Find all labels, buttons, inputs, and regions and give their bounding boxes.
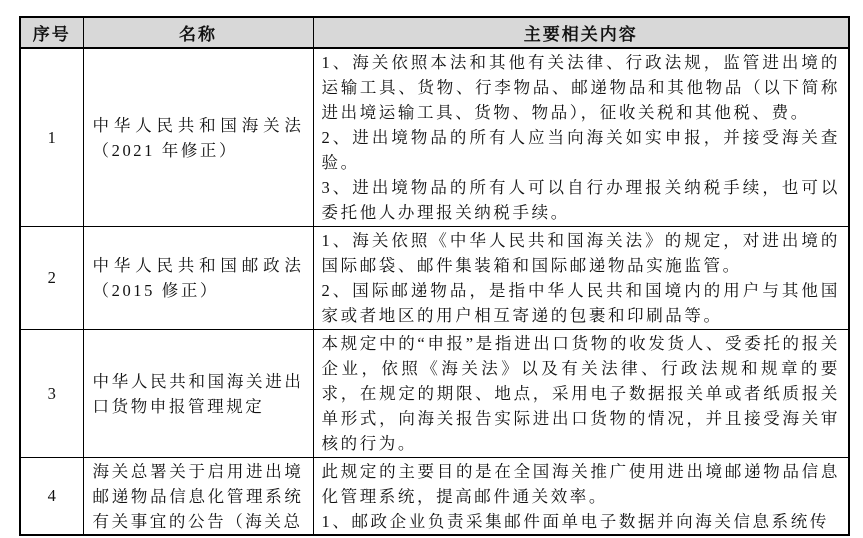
law-content: [314, 458, 849, 534]
law-name-cell: [83, 458, 313, 536]
table-row: [20, 330, 849, 458]
law-name: 中华人民共和国邮政法（2015 修正）: [92, 256, 304, 300]
content-paragraph: 2、国际邮递物品，是指中华人民共和国境内的用户与其他国家或者地区的用户相互寄递的包裹和印刷品等。: [321, 281, 840, 325]
content-paragraph: 1、海关依照本法和其他有关法律、行政法规，监管进出境的运输工具、货物、行李物品、邮递物品和其他物品（以下简称进出境运输工具、货物、物品），征收关税和其他税、费。: [321, 53, 840, 122]
row-number-cell: [20, 330, 83, 458]
row-number-cell: [20, 227, 83, 330]
table-row: [20, 227, 849, 330]
column-header-no: 序号: [20, 17, 83, 48]
table-row: [20, 48, 849, 227]
law-content-cell: [313, 458, 849, 536]
law-name-cell: [83, 227, 313, 330]
law-content-cell: [313, 330, 849, 458]
law-name-cell: [83, 330, 313, 458]
law-name: 中华人民共和国海关法（2021 年修正）: [92, 115, 304, 160]
row-number: 2: [47, 268, 56, 287]
content-paragraph: 2、进出境物品的所有人应当向海关如实申报，并接受海关查验。: [321, 128, 840, 172]
law-content: [314, 227, 849, 329]
law-content: [314, 49, 849, 226]
law-content-cell: [313, 48, 849, 227]
table-header-row: [20, 17, 849, 48]
law-name-cell: [83, 48, 313, 227]
row-number: 1: [47, 127, 56, 147]
regulations-table: [19, 16, 850, 536]
row-number: 4: [47, 486, 56, 505]
content-paragraph: 本规定中的“申报”是指进出口货物的收发货人、受委托的报关企业，依照《海关法》以及有关法律、行政法规和规章的要求，在规定的期限、地点，采用电子数据报关单或者纸质报关单形式，向海关报告实际进出口货物的情况，并且接受海关审核的行为。: [321, 334, 840, 453]
row-number-cell: [20, 48, 83, 227]
column-header-name: 名称: [83, 17, 313, 48]
law-content-cell: [313, 227, 849, 330]
row-number-cell: [20, 458, 83, 536]
table-row: [20, 458, 849, 536]
column-header-content: 主要相关内容: [313, 17, 849, 48]
content-paragraph: 3、进出境物品的所有人可以自行办理报关纳税手续，也可以委托他人办理报关纳税手续。: [321, 178, 840, 222]
row-number: 3: [47, 383, 56, 403]
content-paragraph: 此规定的主要目的是在全国海关推广使用进出境邮递物品信息化管理系统，提高邮件通关效率。: [321, 462, 840, 506]
law-name: 海关总署关于启用进出境邮递物品信息化管理系统有关事宜的公告（海关总: [92, 462, 304, 531]
law-name: 中华人民共和国海关进出口货物申报管理规定: [92, 371, 304, 416]
content-paragraph: 1、海关依照《中华人民共和国海关法》的规定，对进出境的国际邮袋、邮件集装箱和国际邮递物品实施监管。: [321, 231, 840, 275]
content-paragraph: 1、邮政企业负责采集邮件面单电子数据并向海关信息系统传: [321, 512, 829, 531]
law-content: [314, 330, 849, 457]
